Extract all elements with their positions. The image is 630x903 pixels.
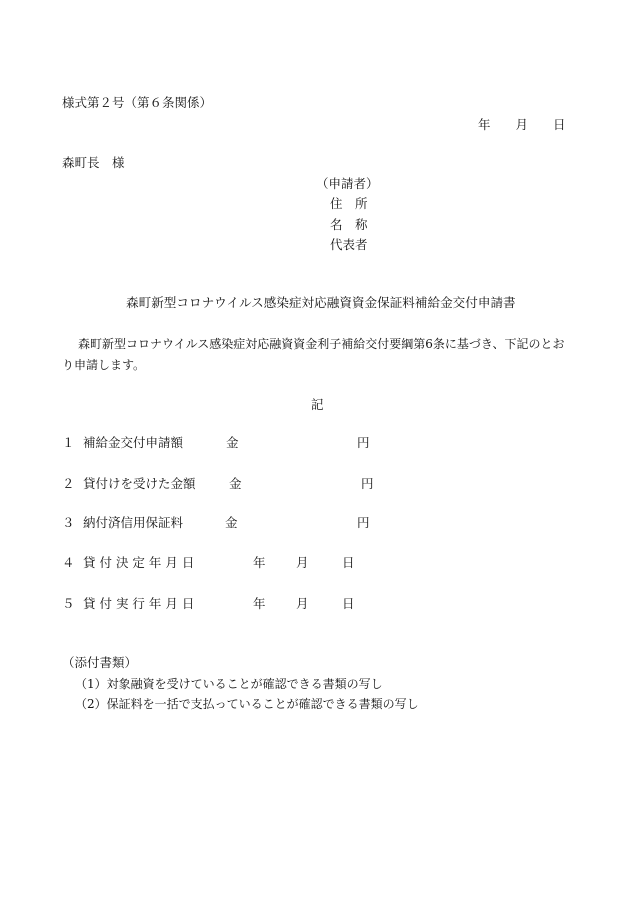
- date-line: 年 月 日: [478, 117, 566, 132]
- currency-label: 金: [225, 515, 238, 530]
- item-label: 補給金交付申請額: [83, 435, 184, 450]
- item-number: ３: [62, 515, 75, 530]
- document-title: 森町新型コロナウイルス感染症対応融資資金保証料補給金交付申請書: [126, 295, 516, 310]
- currency-label: 金: [229, 476, 242, 491]
- year-label: 年: [253, 596, 266, 611]
- item-label: 貸付けを受けた金額: [83, 476, 196, 491]
- applicant-heading: （申請者）: [316, 176, 379, 191]
- month-label: 月: [296, 555, 309, 570]
- applicant-address-label: 住 所: [330, 196, 368, 211]
- attachment-item: （2）保証料を一括で支払っていることが確認できる書類の写し: [75, 697, 419, 711]
- item-number: ４: [62, 555, 75, 570]
- attachments-heading: （添付書類）: [62, 655, 138, 670]
- day-label: 日: [342, 596, 355, 611]
- attachment-item: （1）対象融資を受けていることが確認できる書類の写し: [75, 677, 383, 691]
- applicant-representative-label: 代表者: [330, 237, 368, 252]
- item-number: １: [62, 435, 75, 450]
- item-label: 貸 付 実 行 年 月 日: [83, 596, 195, 611]
- item-label: 貸 付 決 定 年 月 日: [83, 555, 195, 570]
- unit-label: 円: [357, 515, 370, 530]
- item-number: ５: [62, 596, 75, 611]
- body-line: り申請します。: [62, 358, 146, 372]
- item-number: ２: [62, 476, 75, 491]
- item-label: 納付済信用保証料: [83, 515, 184, 530]
- year-label: 年: [253, 555, 266, 570]
- currency-label: 金: [226, 435, 239, 450]
- month-label: 月: [296, 596, 309, 611]
- form-number-label: 様式第２号（第６条関係）: [62, 95, 213, 110]
- ki-heading: 記: [311, 397, 324, 412]
- unit-label: 円: [361, 476, 374, 491]
- addressee: 森町長 様: [62, 155, 125, 170]
- applicant-name-label: 名 称: [330, 217, 368, 232]
- unit-label: 円: [357, 435, 370, 450]
- body-line: 森町新型コロナウイルス感染症対応融資資金利子補給交付要綱第6条に基づき、下記のとお: [78, 337, 565, 351]
- day-label: 日: [342, 555, 355, 570]
